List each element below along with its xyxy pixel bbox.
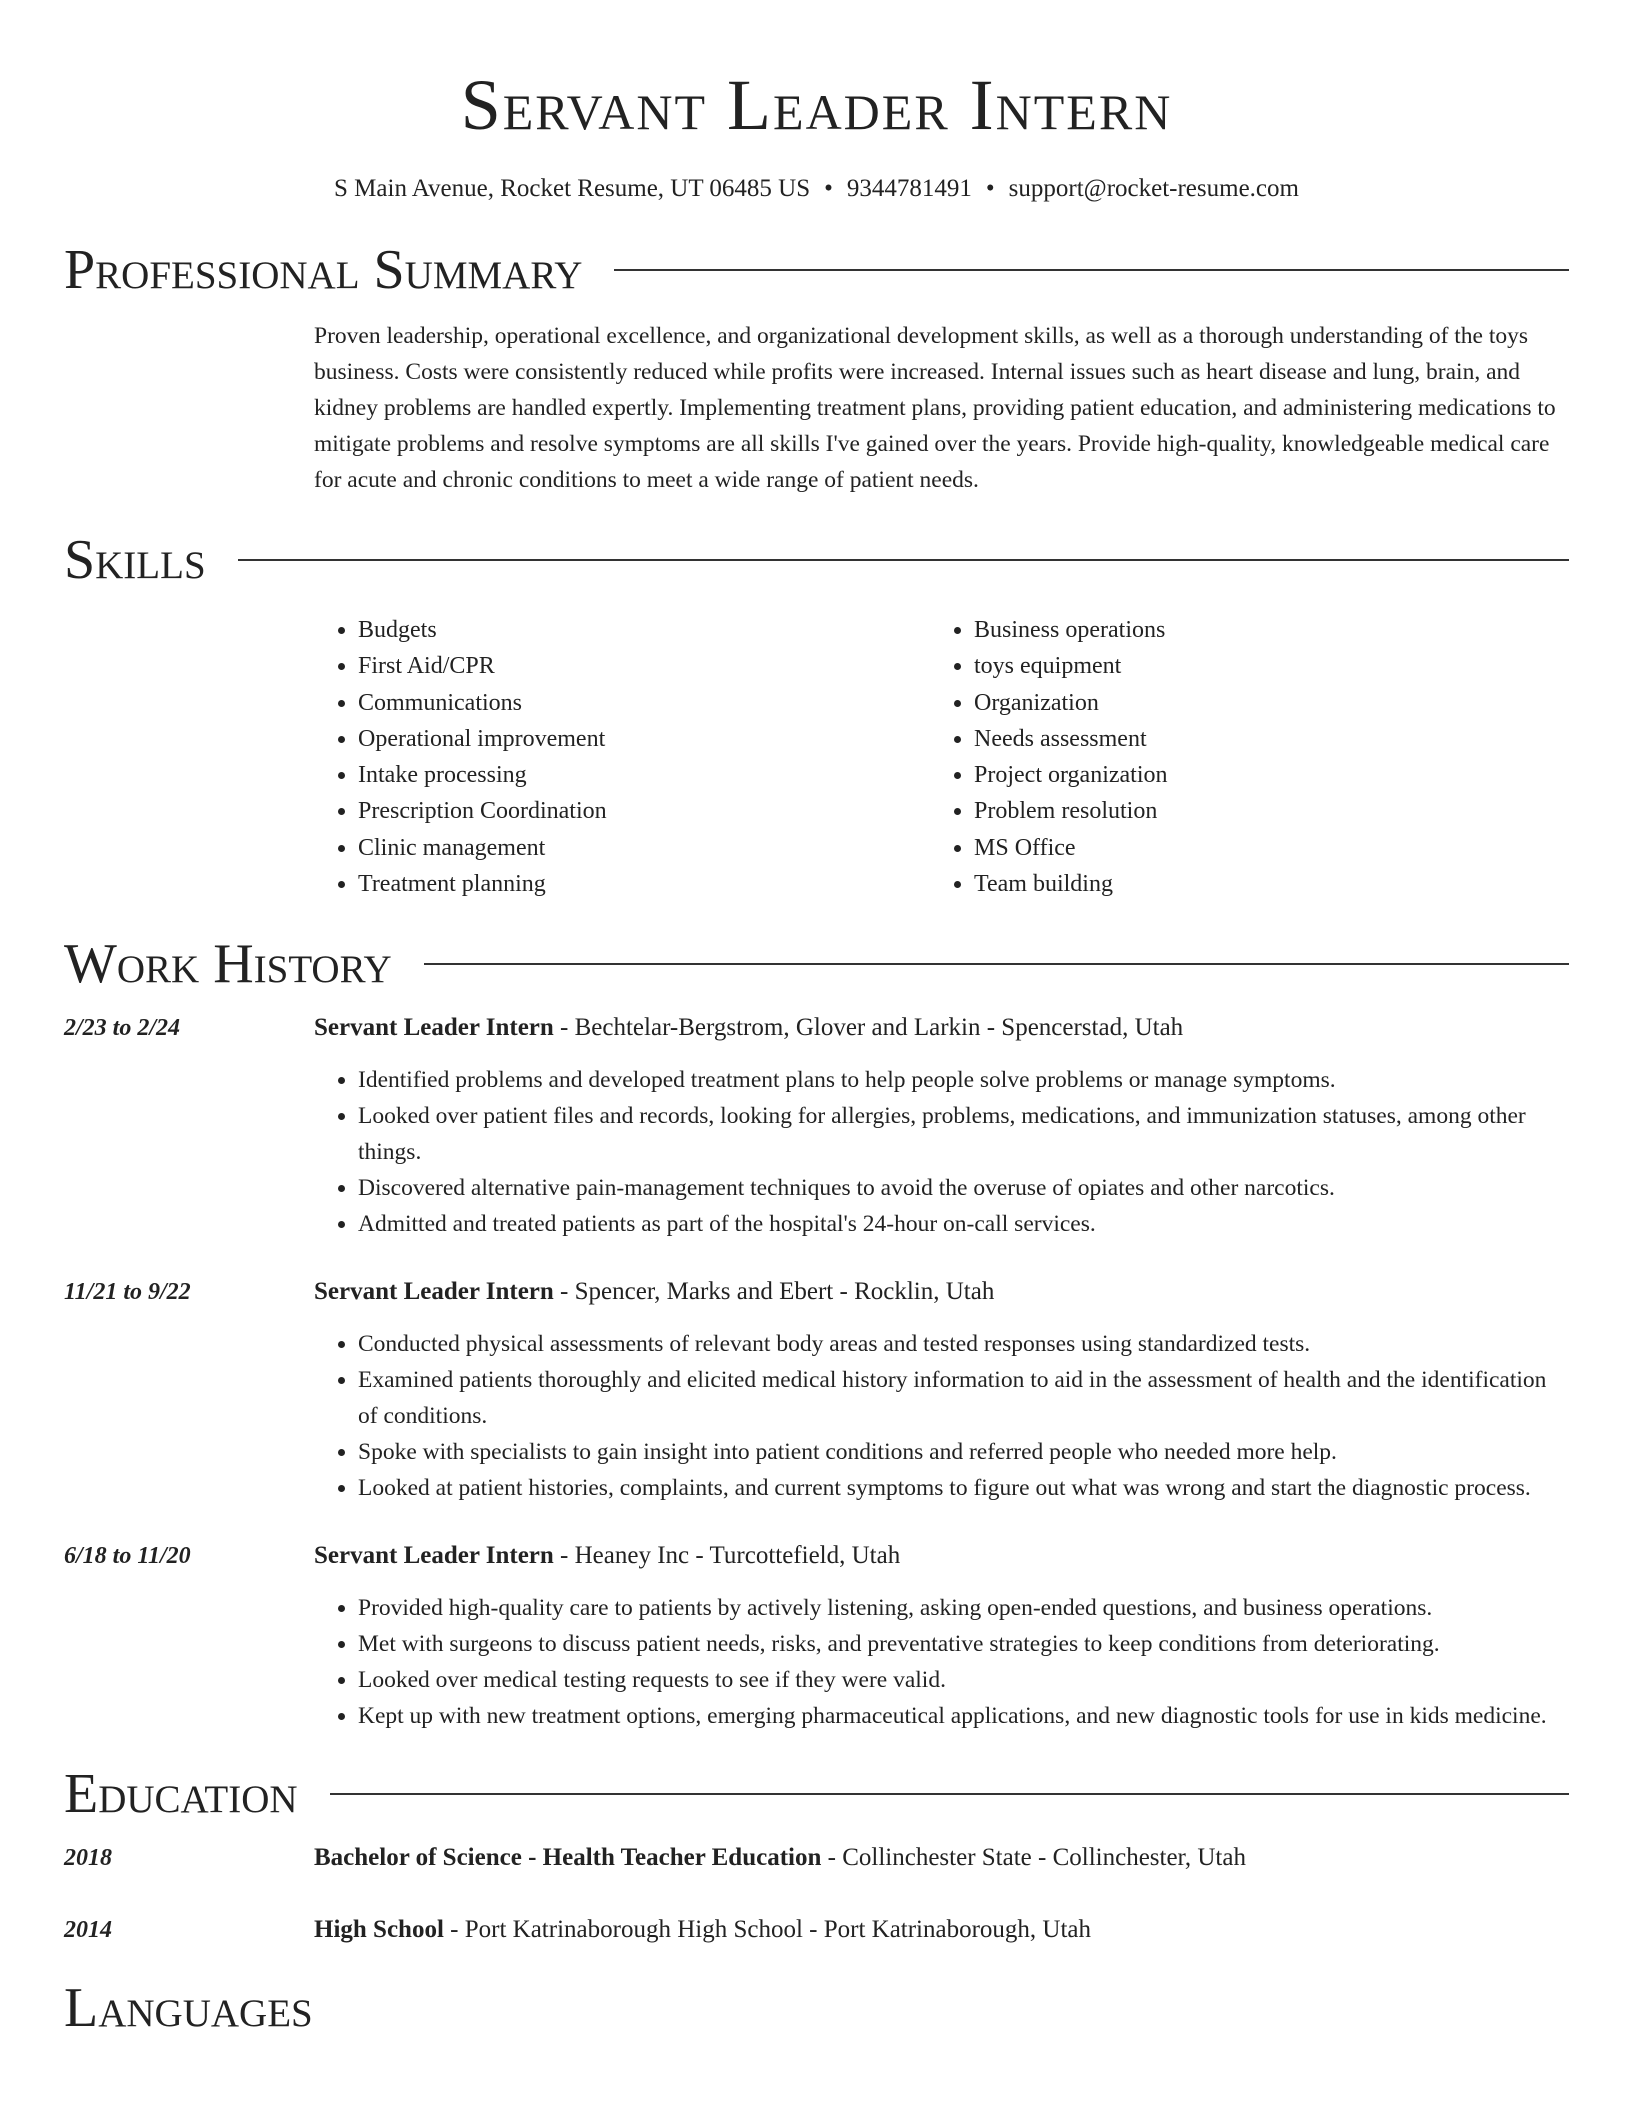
skill-item: • Intake processing xyxy=(358,757,930,793)
education-year: 2014 xyxy=(64,1917,112,1944)
job-heading xyxy=(314,1538,1569,1574)
job-employer: - Heaney Inc - Turcottefield, Utah xyxy=(553,1542,901,1570)
skills-title: Skills xyxy=(64,529,206,591)
job-bullet: • Examined patients thoroughly and elicited medical history information to aid in the assessment of health and the identification of conditions. xyxy=(358,1362,1569,1434)
education-degree: Bachelor of Science - Health Teacher Education xyxy=(314,1844,822,1872)
summary-section-header xyxy=(64,238,1569,302)
skills-section-header xyxy=(64,528,1569,592)
languages-section-header xyxy=(64,1976,1569,2040)
skills-column-left xyxy=(314,612,930,902)
job-bullet: • Met with surgeons to discuss patient needs, risks, and preventative strategies to keep conditions from deteriorating. xyxy=(358,1626,1569,1662)
section-divider xyxy=(614,269,1569,271)
education-school: - Port Katrinaborough High School - Port Katrinaborough, Utah xyxy=(443,1916,1092,1944)
job-bullet: • Conducted physical assessments of relevant body areas and tested responses using standardized tests. xyxy=(358,1326,1569,1362)
job-bullet: • Discovered alternative pain-management techniques to avoid the overuse of opiates and other narcotics. xyxy=(358,1170,1569,1206)
job-role: Servant Leader Intern xyxy=(314,1014,554,1042)
skill-item: • Budgets xyxy=(358,612,930,648)
job-dates: 11/21 to 9/22 xyxy=(64,1279,191,1306)
job-role: Servant Leader Intern xyxy=(314,1278,554,1306)
job-entry xyxy=(64,1274,1569,1506)
section-divider xyxy=(238,559,1569,561)
job-heading xyxy=(314,1274,1569,1310)
job-bullet: • Looked over patient files and records, looking for allergies, problems, medications, and immunization statuses, among other things. xyxy=(358,1098,1569,1170)
job-bullet: • Admitted and treated patients as part of the hospital's 24-hour on-call services. xyxy=(358,1206,1569,1242)
job-bullet: • Provided high-quality care to patients by actively listening, asking open-ended questions, and business operations. xyxy=(358,1590,1569,1626)
skill-item: • Problem resolution xyxy=(974,793,1546,829)
job-bullet: • Kept up with new treatment options, emerging pharmaceutical applications, and new diagnostic tools for use in kids medicine. xyxy=(358,1698,1569,1734)
skill-item: • MS Office xyxy=(974,830,1546,866)
education-school: - Collinchester State - Collinchester, Utah xyxy=(821,1844,1246,1872)
skill-item: • First Aid/CPR xyxy=(358,648,930,684)
section-divider xyxy=(424,963,1569,965)
section-divider xyxy=(330,1793,1569,1795)
skills-list xyxy=(314,612,1569,902)
work-title: Work History xyxy=(64,933,392,996)
education-section-header xyxy=(64,1762,1569,1826)
job-bullets xyxy=(314,1590,1569,1734)
phone: 9344781491 xyxy=(846,175,972,202)
job-role: Servant Leader Intern xyxy=(314,1542,554,1570)
job-bullets xyxy=(314,1062,1569,1242)
resume-page xyxy=(64,0,1569,2040)
email: support@rocket-resume.com xyxy=(1008,175,1299,202)
job-bullet: • Identified problems and developed treatment plans to help people solve problems or manage symptoms. xyxy=(358,1062,1569,1098)
skill-item: • Project organization xyxy=(974,757,1546,793)
separator-dot: • xyxy=(824,175,833,202)
job-entry xyxy=(64,1010,1569,1242)
summary-title: Professional Summary xyxy=(64,239,583,301)
job-bullets xyxy=(314,1326,1569,1506)
job-bullet: • Looked at patient histories, complaints, and current symptoms to figure out what was wrong and start the diagnostic process. xyxy=(358,1470,1569,1506)
languages-title: Languages xyxy=(64,1977,313,2040)
skill-item: • Clinic management xyxy=(358,830,930,866)
contact-line xyxy=(64,172,1569,206)
skill-item: • Communications xyxy=(358,685,930,721)
skill-item: • Needs assessment xyxy=(974,721,1546,757)
education-year: 2018 xyxy=(64,1845,112,1872)
job-dates: 6/18 to 11/20 xyxy=(64,1543,191,1570)
summary-text: Proven leadership, operational excellence, and organizational development skills, as well as a thorough understanding of the toys business. Costs were consistently reduced while profits were increased. Internal issues such as heart disease and lung, brain, and kidney problems are handled expertly. Implementing treatment plans, providing patient education, and administering medications to mitigate problems and resolve symptoms are all skills I've gained over the years. Provide high-quality, knowledgeable medical care for acute and chronic conditions to meet a wide range of patient needs. xyxy=(314,323,1556,493)
education-entry xyxy=(64,1912,1569,1948)
education-entry xyxy=(64,1840,1569,1876)
skill-item: • Team building xyxy=(974,866,1546,902)
skill-item: • Operational improvement xyxy=(358,721,930,757)
skill-item: • Business operations xyxy=(974,612,1546,648)
work-section-header xyxy=(64,932,1569,996)
job-employer: - Spencer, Marks and Ebert - Rocklin, Utah xyxy=(553,1278,995,1306)
job-employer: - Bechtelar-Bergstrom, Glover and Larkin - Spencerstad, Utah xyxy=(553,1014,1184,1042)
candidate-name: Servant Leader Intern xyxy=(460,65,1173,145)
skill-item: • Treatment planning xyxy=(358,866,930,902)
job-entry xyxy=(64,1538,1569,1734)
address: S Main Avenue, Rocket Resume, UT 06485 US xyxy=(334,175,811,202)
education-degree: High School xyxy=(314,1916,444,1944)
job-heading xyxy=(314,1010,1569,1046)
job-bullet: • Spoke with specialists to gain insight into patient conditions and referred people who needed more help. xyxy=(358,1434,1569,1470)
skills-column-right xyxy=(930,612,1546,902)
job-bullet: • Looked over medical testing requests to see if they were valid. xyxy=(358,1662,1569,1698)
job-dates: 2/23 to 2/24 xyxy=(64,1015,181,1042)
skill-item: • Organization xyxy=(974,685,1546,721)
skill-item: • Prescription Coordination xyxy=(358,793,930,829)
separator-dot: • xyxy=(985,175,995,202)
skill-item: • toys equipment xyxy=(974,648,1546,684)
education-title: Education xyxy=(64,1763,298,1826)
